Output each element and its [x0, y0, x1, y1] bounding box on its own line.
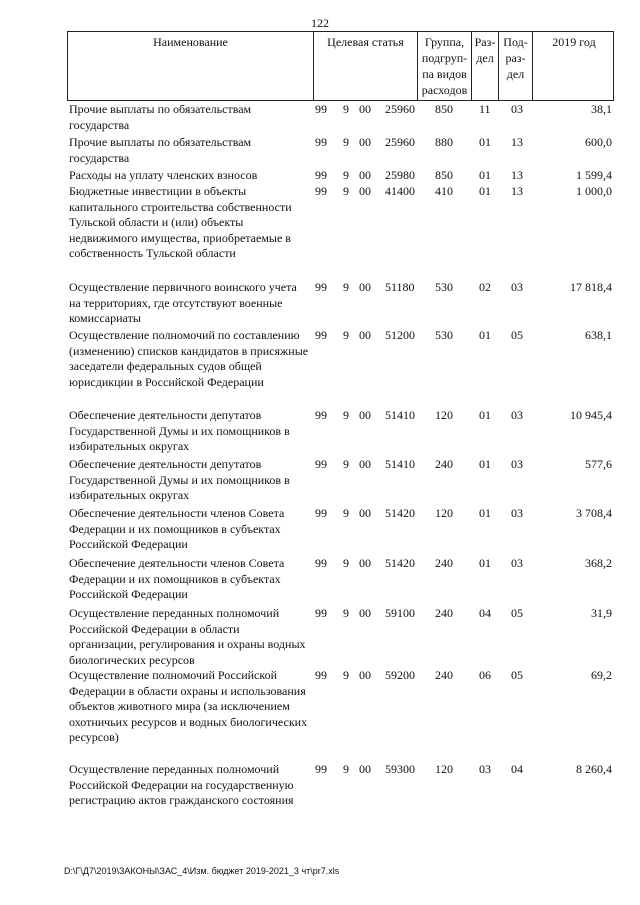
subsection-code: 03 — [511, 408, 523, 422]
header-year: 2019 год — [532, 32, 615, 100]
amount: 638,1 — [585, 328, 612, 342]
section-code: 01 — [479, 506, 491, 520]
code-part-2: 9 — [343, 668, 349, 682]
subsection-code: 13 — [511, 184, 523, 198]
row-name: Прочие выплаты по обязательствам государства — [69, 135, 252, 165]
section-code: 01 — [479, 184, 491, 198]
group-code: 850 — [435, 168, 453, 182]
group-code: 240 — [435, 606, 453, 620]
subsection-code: 13 — [511, 168, 523, 182]
code-part-1: 99 — [315, 168, 327, 182]
group-code: 120 — [435, 506, 453, 520]
code-part-1: 99 — [315, 135, 327, 149]
section-code: 03 — [479, 762, 491, 776]
code-part-1: 99 — [315, 184, 327, 198]
amount: 17 818,4 — [570, 280, 612, 294]
code-part-2: 9 — [343, 168, 349, 182]
group-code: 850 — [435, 102, 453, 116]
code-part-1: 99 — [315, 762, 327, 776]
code-part-1: 99 — [315, 280, 327, 294]
group-code: 530 — [435, 280, 453, 294]
code-part-3: 00 — [359, 102, 371, 116]
subsection-code: 05 — [511, 606, 523, 620]
code-part-3: 00 — [359, 328, 371, 342]
code-part-3: 00 — [359, 457, 371, 471]
row-name: Осуществление полномочий по составлению (изменению) списков кандидатов в присяжные заседатели федеральных судов общей юрисдикции в Российской Федерации — [69, 328, 309, 389]
header-group: Группа, подгруп- па видов расходов — [417, 32, 471, 100]
code-part-2: 9 — [343, 184, 349, 198]
subsection-code: 03 — [511, 280, 523, 294]
code-part-1: 99 — [315, 457, 327, 471]
code-part-1: 99 — [315, 668, 327, 682]
section-code: 01 — [479, 457, 491, 471]
section-code: 11 — [479, 102, 491, 116]
row-name: Бюджетные инвестиции в объекты капитального строительства собственности Тульской области и (или) объекты недвижимого имущества, приобретаемые в собственность Тульской области — [69, 184, 292, 261]
group-code: 240 — [435, 668, 453, 682]
header-section: Раз- дел — [471, 32, 498, 100]
header-name: Наименование — [153, 35, 228, 49]
row-name: Осуществление полномочий Российской Федерации в области охраны и использования объектов животного мира (за исключением охотничьих ресурсов и водных биологических ресурсов) — [69, 668, 308, 745]
section-code: 01 — [479, 168, 491, 182]
subsection-code: 03 — [511, 506, 523, 520]
code-part-3: 00 — [359, 668, 371, 682]
subsection-code: 05 — [511, 328, 523, 342]
code-part-3: 00 — [359, 168, 371, 182]
code-part-4: 59300 — [385, 762, 415, 776]
subsection-code: 03 — [511, 457, 523, 471]
code-part-4: 51180 — [385, 280, 415, 294]
code-part-4: 59200 — [385, 668, 415, 682]
amount: 38,1 — [591, 102, 612, 116]
code-part-1: 99 — [315, 408, 327, 422]
section-code: 01 — [479, 328, 491, 342]
code-part-3: 00 — [359, 506, 371, 520]
code-part-1: 99 — [315, 328, 327, 342]
row-name: Осуществление переданных полномочий Российской Федерации на государственную регистрацию актов гражданского состояния — [69, 762, 294, 808]
row-name: Прочие выплаты по обязательствам государства — [69, 102, 252, 132]
amount: 368,2 — [585, 556, 612, 570]
code-part-3: 00 — [359, 762, 371, 776]
group-code: 240 — [435, 556, 453, 570]
row-name: Обеспечение деятельности депутатов Государственной Думы и их помощников в избирательных округах — [69, 457, 290, 503]
subsection-code: 03 — [511, 556, 523, 570]
subsection-code: 03 — [511, 102, 523, 116]
code-part-2: 9 — [343, 328, 349, 342]
group-code: 880 — [435, 135, 453, 149]
code-part-1: 99 — [315, 606, 327, 620]
code-part-1: 99 — [315, 506, 327, 520]
code-part-2: 9 — [343, 556, 349, 570]
code-part-1: 99 — [315, 556, 327, 570]
header-target: Целевая статья — [313, 32, 417, 100]
code-part-4: 51200 — [385, 328, 415, 342]
subsection-code: 04 — [511, 762, 523, 776]
code-part-2: 9 — [343, 506, 349, 520]
row-name: Осуществление первичного воинского учета на территориях, где отсутствуют военные комиссариаты — [69, 280, 297, 326]
group-code: 120 — [435, 408, 453, 422]
amount: 69,2 — [591, 668, 612, 682]
row-name: Обеспечение деятельности членов Совета Федерации и их помощников в субъектах Российской Федерации — [69, 556, 285, 602]
amount: 600,0 — [585, 135, 612, 149]
code-part-2: 9 — [343, 408, 349, 422]
code-part-4: 25960 — [385, 135, 415, 149]
row-name: Расходы на уплату членских взносов — [69, 168, 258, 182]
row-name: Осуществление переданных полномочий Российской Федерации в области организации, регулирования и охраны водных биологических ресурсов — [69, 606, 306, 667]
section-code: 06 — [479, 668, 491, 682]
amount: 1 000,0 — [576, 184, 612, 198]
section-code: 04 — [479, 606, 491, 620]
code-part-4: 51420 — [385, 556, 415, 570]
subsection-code: 13 — [511, 135, 523, 149]
amount: 1 599,4 — [576, 168, 612, 182]
amount: 577,6 — [585, 457, 612, 471]
header-subsection: Под- раз- дел — [498, 32, 532, 100]
code-part-2: 9 — [343, 457, 349, 471]
section-code: 01 — [479, 408, 491, 422]
code-part-1: 99 — [315, 102, 327, 116]
code-part-3: 00 — [359, 408, 371, 422]
code-part-4: 51410 — [385, 457, 415, 471]
group-code: 530 — [435, 328, 453, 342]
code-part-2: 9 — [343, 280, 349, 294]
table-header — [67, 31, 614, 101]
code-part-2: 9 — [343, 135, 349, 149]
code-part-2: 9 — [343, 606, 349, 620]
code-part-4: 51420 — [385, 506, 415, 520]
code-part-4: 25980 — [385, 168, 415, 182]
code-part-2: 9 — [343, 762, 349, 776]
code-part-3: 00 — [359, 556, 371, 570]
section-code: 01 — [479, 556, 491, 570]
row-name: Обеспечение деятельности депутатов Государственной Думы и их помощников в избирательных округах — [69, 408, 290, 454]
code-part-4: 51410 — [385, 408, 415, 422]
code-part-4: 41400 — [385, 184, 415, 198]
amount: 31,9 — [591, 606, 612, 620]
file-path-footer: D:\Г\Д7\2019\ЗАКОНЫ\ЗАС_4\Изм. бюджет 2019-2021_3 чт\pr7.xls — [64, 866, 340, 876]
subsection-code: 05 — [511, 668, 523, 682]
amount: 3 708,4 — [576, 506, 612, 520]
code-part-3: 00 — [359, 135, 371, 149]
section-code: 02 — [479, 280, 491, 294]
group-code: 410 — [435, 184, 453, 198]
code-part-4: 25960 — [385, 102, 415, 116]
code-part-3: 00 — [359, 280, 371, 294]
code-part-3: 00 — [359, 184, 371, 198]
row-name: Обеспечение деятельности членов Совета Федерации и их помощников в субъектах Российской Федерации — [69, 506, 285, 552]
amount: 8 260,4 — [576, 762, 612, 776]
code-part-4: 59100 — [385, 606, 415, 620]
code-part-3: 00 — [359, 606, 371, 620]
group-code: 120 — [435, 762, 453, 776]
page-number: 122 — [311, 16, 329, 30]
amount: 10 945,4 — [570, 408, 612, 422]
code-part-2: 9 — [343, 102, 349, 116]
section-code: 01 — [479, 135, 491, 149]
group-code: 240 — [435, 457, 453, 471]
